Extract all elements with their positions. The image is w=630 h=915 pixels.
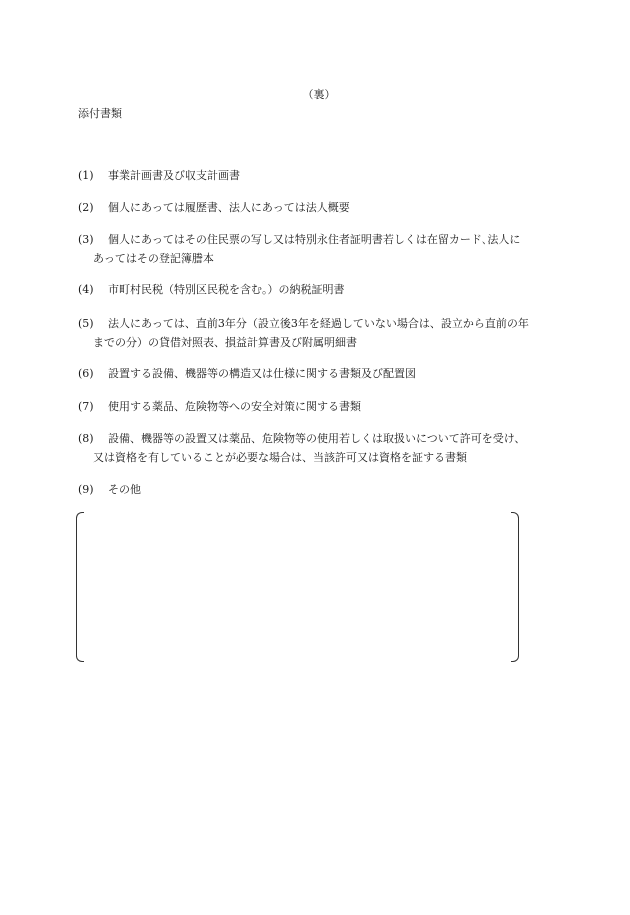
item-text: 市町村民税（特別区民税を含む。）の納税証明書 [108,283,345,296]
item-number: (4) [78,283,94,296]
item-number: (7) [78,400,94,413]
list-item [78,230,568,268]
item-text: その他 [108,483,141,496]
list-item [78,480,568,499]
other-details-box [76,512,519,662]
list-item [78,364,568,383]
page-title: （裏） [302,88,336,101]
list-item [78,166,568,185]
item-text: 個人にあってはその住民票の写し又は特別永住者証明書若しくは在留カード､法人に あってはその登記簿謄本 [93,233,521,265]
item-number: (1) [78,169,94,182]
item-text: 使用する薬品、危険物等への安全対策に関する書類 [108,400,361,413]
item-number: (9) [78,483,94,496]
item-number: (2) [78,201,94,214]
left-bracket [76,512,84,662]
list-item [78,314,568,352]
item-text: 個人にあっては履歴書、法人にあっては法人概要 [108,201,350,214]
item-text: 事業計画書及び収支計画書 [108,169,240,182]
list-item [78,397,568,416]
right-bracket [511,512,519,662]
item-number: (3) [78,233,94,246]
item-text: 設置する設備、機器等の構造又は仕様に関する書類及び配置図 [108,367,416,380]
item-number: (8) [78,432,94,445]
list-item [78,429,568,467]
other-details-content [90,518,505,656]
list-item [78,280,568,299]
item-text: 法人にあっては、直前3年分（設立後3年を経過していない場合は、設立から直前の年 までの分）の貸借対照表、損益計算書及び附属明細書 [93,317,529,349]
item-text: 設備、機器等の設置又は薬品、危険物等の使用若しくは取扱いについて許可を受け、 又は資格を有していることが必要な場合は、当該許可又は資格を証する書類 [93,432,526,464]
list-item [78,198,568,217]
item-number: (5) [78,317,94,330]
item-number: (6) [78,367,94,380]
section-heading: 添付書類 [78,107,122,120]
